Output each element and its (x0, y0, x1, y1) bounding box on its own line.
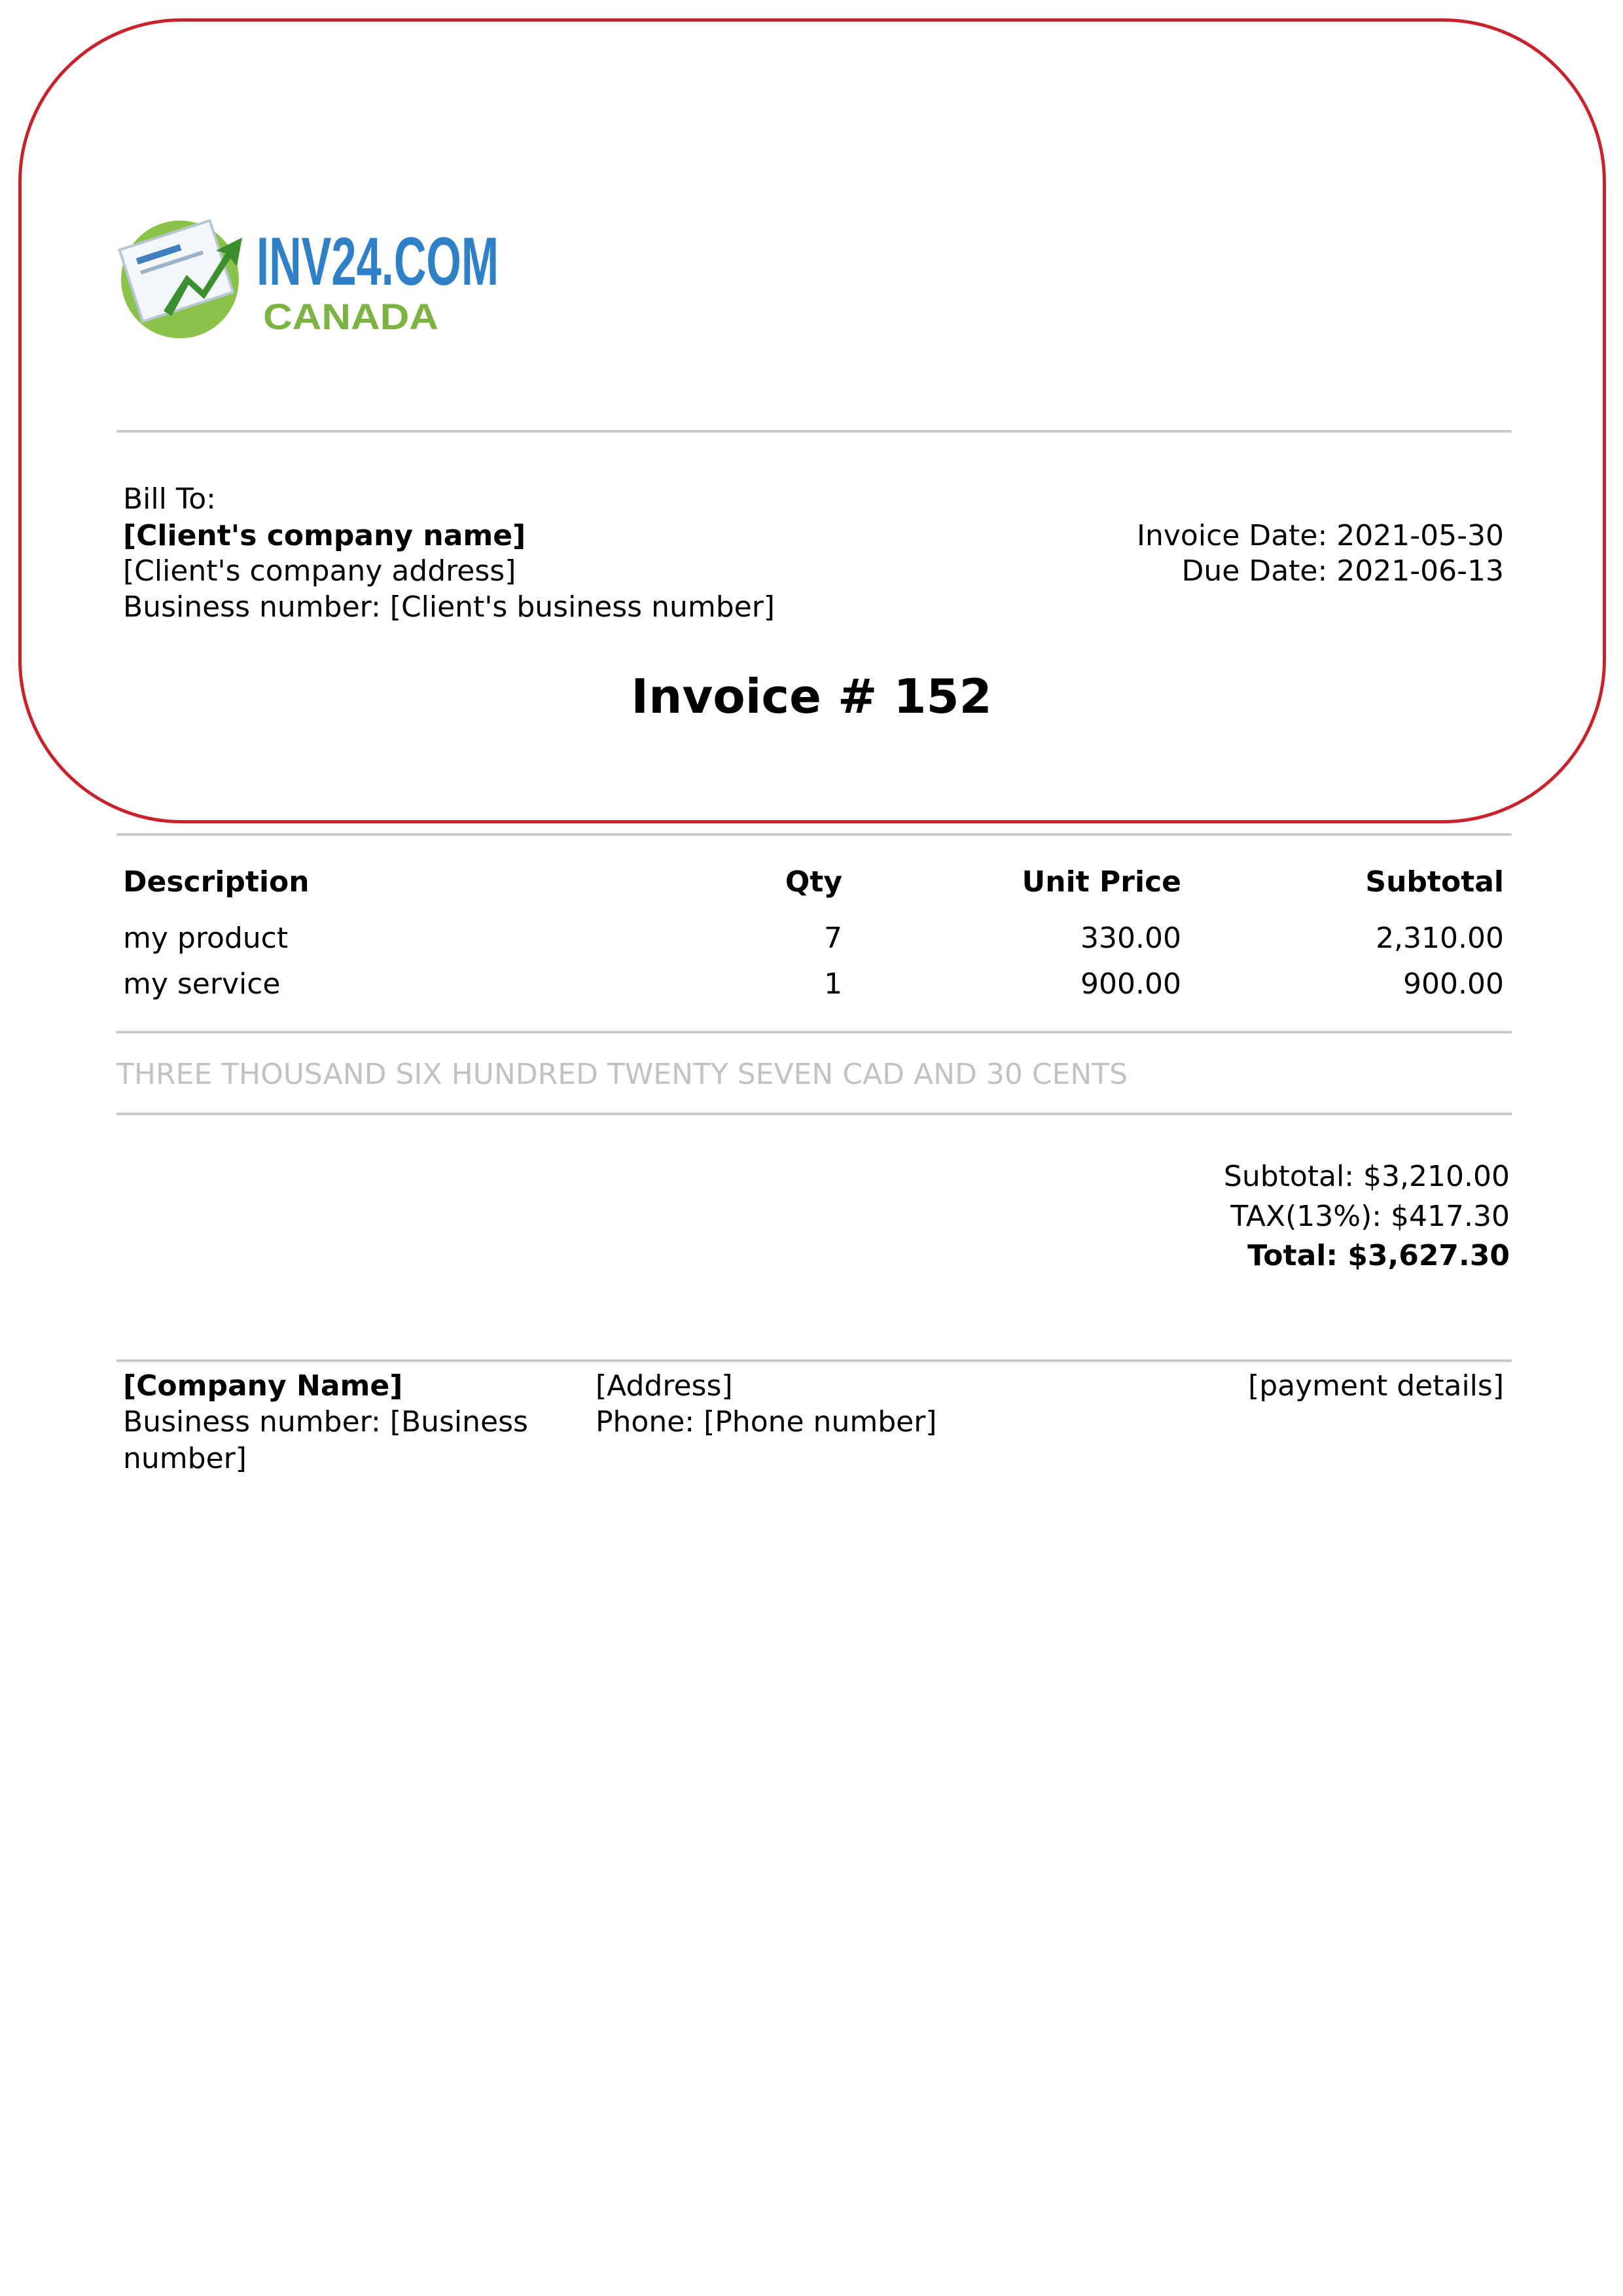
invoice-title: Invoice # 152 (631, 669, 992, 724)
header-qty: Qty (785, 865, 842, 899)
invoice-date: Invoice Date: 2021-05-30 (1137, 519, 1504, 552)
logo-subtext: CANADA (263, 296, 438, 337)
client-business-number: Business number: [Client's business number] (123, 590, 775, 624)
footer-address: [Address] (596, 1369, 733, 1403)
header-description: Description (123, 865, 310, 899)
footer-payment-details: [payment details] (1248, 1369, 1504, 1403)
row-description: my product (123, 922, 289, 955)
divider (116, 430, 1512, 433)
divider (116, 1031, 1512, 1033)
logo-text: INV24.COM (257, 224, 499, 300)
client-company-address: [Client's company address] (123, 554, 516, 588)
divider (116, 833, 1512, 836)
company-logo (118, 213, 510, 344)
due-date: Due Date: 2021-06-13 (1181, 554, 1504, 588)
client-company-name: [Client's company name] (123, 519, 526, 552)
footer-company-name: [Company Name] (123, 1369, 403, 1403)
row-unit-price: 330.00 (1080, 922, 1181, 955)
footer-business-number: Business number: [Business number] (123, 1405, 528, 1475)
row-description: my service (123, 967, 281, 1001)
divider (116, 1359, 1512, 1362)
header-subtotal: Subtotal (1365, 865, 1504, 899)
summary-total: Total: $3,627.30 (1247, 1239, 1510, 1272)
row-subtotal: 900.00 (1403, 967, 1504, 1001)
summary-subtotal: Subtotal: $3,210.00 (1223, 1160, 1510, 1193)
row-qty: 1 (824, 967, 842, 1001)
row-unit-price: 900.00 (1080, 967, 1181, 1001)
header-unit-price: Unit Price (1022, 865, 1181, 899)
bill-to-label: Bill To: (123, 482, 216, 516)
amount-in-words: THREE THOUSAND SIX HUNDRED TWENTY SEVEN CAD AND 30 CENTS (116, 1058, 1128, 1091)
summary-tax: TAX(13%): $417.30 (1230, 1200, 1510, 1233)
row-qty: 7 (824, 922, 842, 955)
row-subtotal: 2,310.00 (1376, 922, 1504, 955)
footer-phone: Phone: [Phone number] (596, 1405, 937, 1439)
divider (116, 1113, 1512, 1115)
